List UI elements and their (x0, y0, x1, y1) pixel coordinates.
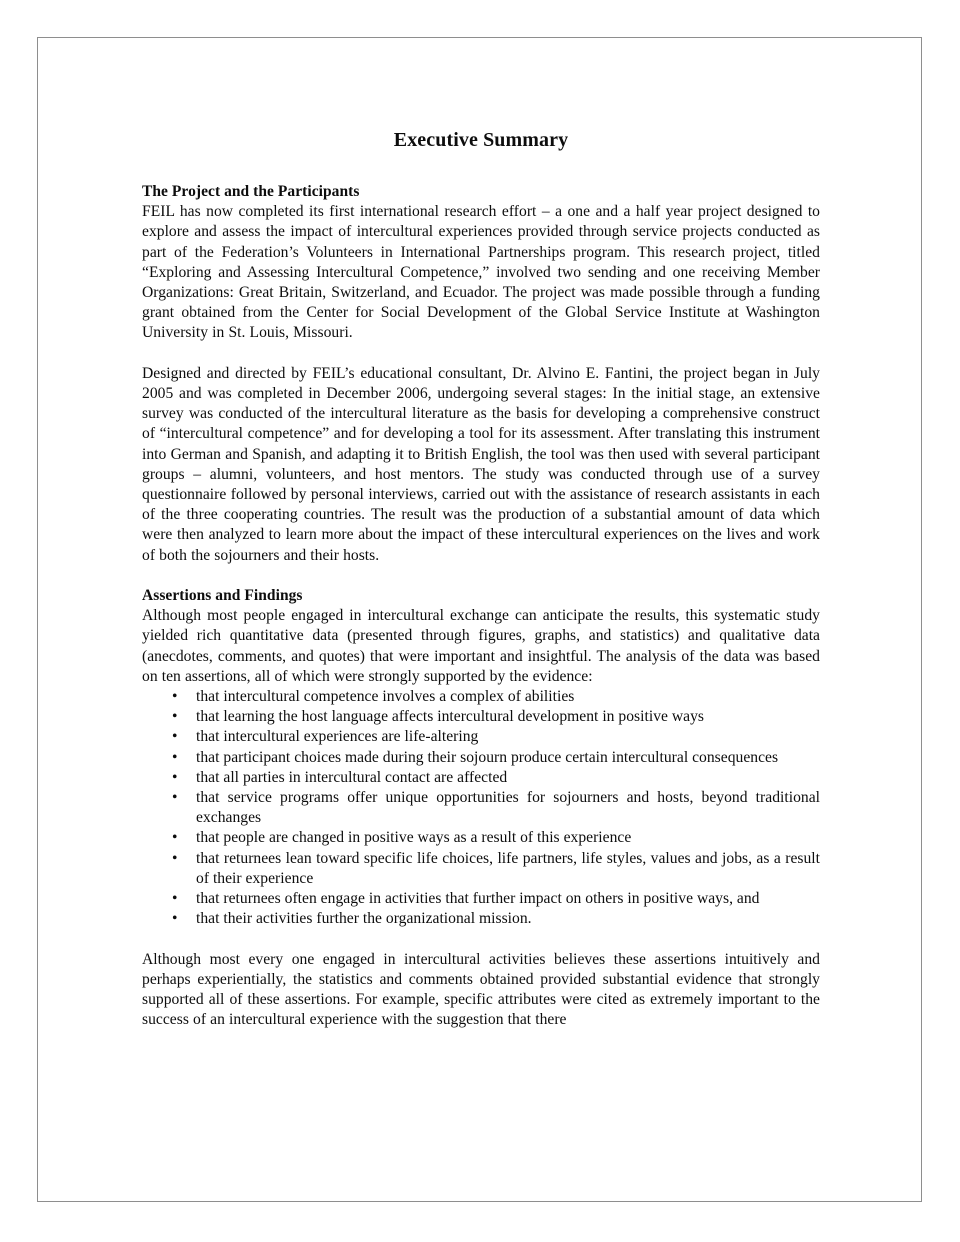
bullet-icon: • (172, 728, 178, 746)
bullet-icon: • (172, 748, 178, 766)
list-item (142, 707, 820, 727)
bullet-icon: • (172, 829, 178, 847)
list-item (142, 768, 820, 788)
section-heading-assertions-and-findings: Assertions and Findings (142, 587, 303, 605)
assertions-list (142, 687, 820, 929)
title-spacer (142, 150, 820, 182)
list-item (142, 687, 820, 707)
assertion-text: that intercultural competence involves a complex of abilities (196, 688, 575, 706)
assertion-text: that their activities further the organizational mission. (196, 910, 532, 928)
list-item (142, 788, 820, 828)
list-item (142, 849, 820, 889)
list-item (142, 727, 820, 747)
list-item (142, 748, 820, 768)
page-title: Executive Summary (393, 129, 569, 151)
assertion-text: that returnees lean toward specific life choices, life partners, life styles, values and jobs, as a result of their experience (196, 849, 820, 887)
bullet-icon: • (172, 890, 178, 908)
assertion-text: that all parties in intercultural contact are affected (196, 768, 508, 786)
assertion-text: that learning the host language affects intercultural development in positive ways (196, 708, 704, 726)
assertion-text: that participant choices made during their sojourn produce certain intercultural consequences (196, 748, 779, 766)
list-item (142, 889, 820, 909)
bullet-icon: • (172, 768, 178, 786)
bullet-icon: • (172, 688, 178, 706)
paragraph-methodology: Designed and directed by FEIL’s educational consultant, Dr. Alvino E. Fantini, the project began in July 2005 and was completed in December 2006, undergoing several stages: In the initial stage, an extensive survey was conducted of the intercultural literature as the basis for developing a comprehensive construct of “intercultural competence” and for developing a tool for its assessment. After translating this instrument into German and Spanish, and adapting it to British English, the tool was then used with several participant groups – alumni, volunteers, and host mentors. The study was conducted through use of a survey questionnaire followed by personal interviews, carried out with the assistance of research assistants in each of the three cooperating countries. The result was the production of a substantial amount of data which were then analyzed to learn more about the impact of these intercultural experiences on the lives and work of both the sojourners and their hosts. (142, 364, 820, 564)
paragraph-project-overview: FEIL has now completed its first international research effort – a one and a half year project designed to explore and assess the impact of intercultural experiences provided through service projects conducted as part of the Federation’s Volunteers in International Partnerships program. This research project, titled “Exploring and Assessing Intercultural Competence,” involved two sending and one receiving Member Organizations: Great Britain, Switzerland, and Ecuador. The project was made possible through a funding grant obtained from the Center for Social Development of the Global Service Institute at Washington University in St. Louis, Missouri. (142, 203, 820, 342)
paragraph-findings-intro: Although most people engaged in intercultural exchange can anticipate the results, this systematic study yielded rich quantitative data (presented through figures, graphs, and statistics) and qualitative data (anecdotes, comments, and quotes) that were important and insightful. The analysis of the data was based on ten assertions, all of which were strongly supported by the evidence: (142, 607, 820, 685)
paragraph-closing: Although most every one engaged in intercultural activities believes these assertions intuitively and perhaps experientially, the statistics and comments obtained provided substantial evidence that strongly supported all of these assertions. For example, specific attributes were cited as extremely important to the success of an intercultural experience with the suggestion that there (142, 950, 820, 1029)
list-item (142, 909, 820, 929)
bullet-icon: • (172, 849, 178, 867)
assertion-text: that intercultural experiences are life-altering (196, 728, 479, 746)
document-content (142, 0, 820, 1030)
section-heading-project-and-participants: The Project and the Participants (142, 183, 360, 200)
bullet-icon: • (172, 708, 178, 726)
list-item (142, 828, 820, 848)
assertion-text: that people are changed in positive ways as a result of this experience (196, 829, 632, 847)
bullet-icon: • (172, 789, 178, 807)
bullet-icon: • (172, 910, 178, 928)
assertion-text: that returnees often engage in activities that further impact on others in positive ways, and (196, 890, 760, 908)
assertion-text: that service programs offer unique opportunities for sojourners and hosts, beyond traditional exchanges (196, 789, 820, 827)
